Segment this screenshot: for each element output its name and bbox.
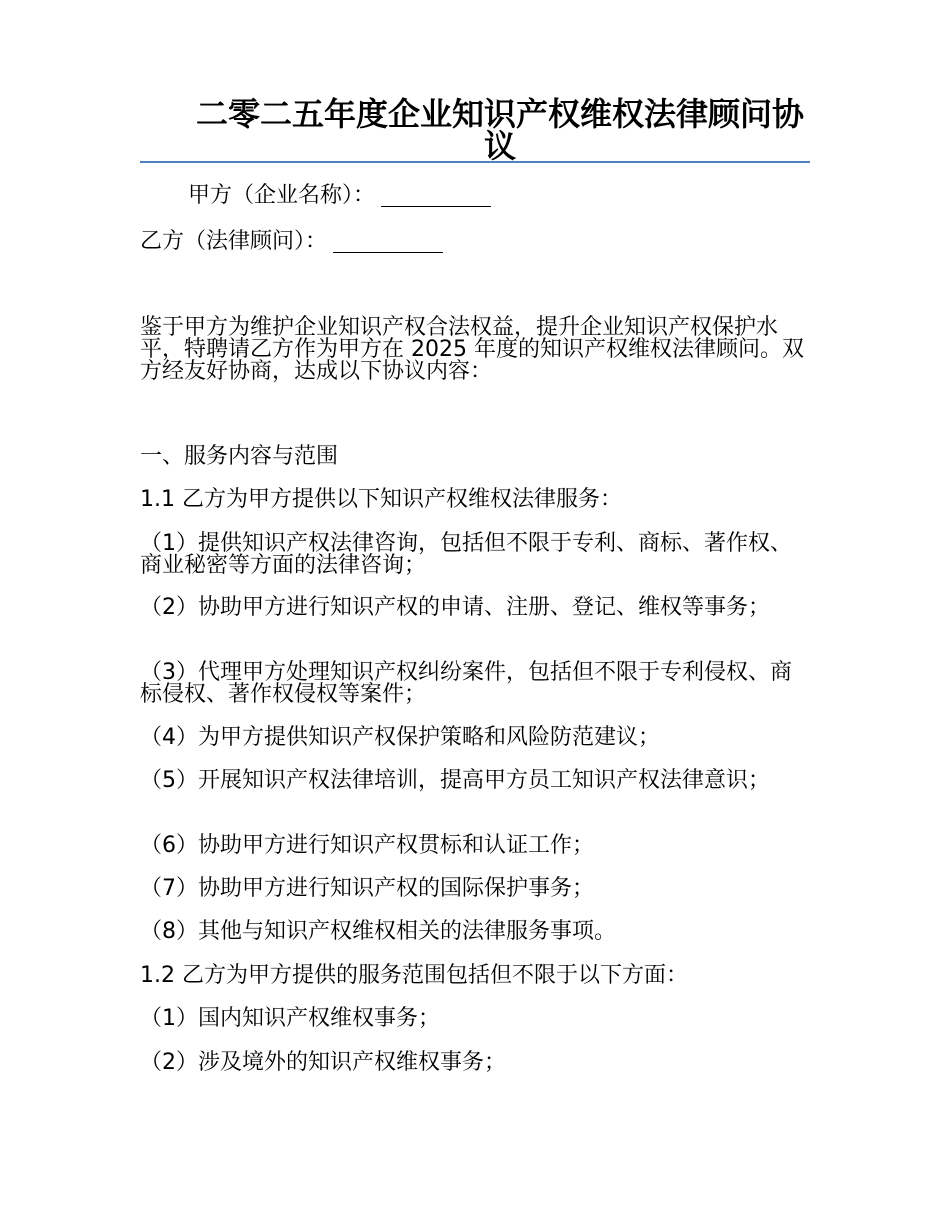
- list-item: （4）为甲方提供知识产权保护策略和风险防范建议；: [140, 725, 660, 750]
- list-item: （7）协助甲方进行知识产权的国际保护事务；: [140, 876, 594, 901]
- list-item: （8）其他与知识产权维权相关的法律服务事项。: [140, 919, 616, 944]
- preamble-paragraph: 鉴于甲方为维护企业知识产权合法权益，提升企业知识产权保护水平，特聘请乙方作为甲方在 2025 年度的知识产权维权法律顾问。双方经友好协商，达成以下协议内容：: [140, 315, 804, 384]
- list-item: （3）代理甲方处理知识产权纠纷案件，包括但不限于专利侵权、商标侵权、著作权侵权等案件；: [140, 660, 792, 707]
- party-b-line: [140, 230, 810, 253]
- party-a-line: [188, 184, 858, 207]
- party-b-blank: [333, 230, 443, 253]
- party-a-label: 甲方（企业名称）：: [188, 183, 376, 208]
- list-item: （2）协助甲方进行知识产权的申请、注册、登记、维权等事务；: [140, 595, 770, 620]
- clause-1-1: 1.1 乙方为甲方提供以下知识产权维权法律服务：: [140, 487, 622, 512]
- document-title: 二零二五年度企业知识产权维权法律顾问协议: [195, 95, 804, 165]
- list-item: （1）提供知识产权法律咨询，包括但不限于专利、商标、著作权、商业秘密等方面的法律咨询；: [140, 531, 792, 578]
- list-item: （1）国内知识产权维权事务；: [140, 1006, 440, 1031]
- list-item: （5）开展知识产权法律培训，提高甲方员工知识产权法律意识；: [140, 768, 770, 793]
- party-a-blank: [381, 184, 491, 207]
- list-item: （2）涉及境外的知识产权维权事务；: [140, 1050, 506, 1075]
- section-1-heading: 一、服务内容与范围: [140, 444, 339, 469]
- list-item: （6）协助甲方进行知识产权贯标和认证工作；: [140, 833, 594, 858]
- clause-1-2: 1.2 乙方为甲方提供的服务范围包括但不限于以下方面：: [140, 963, 688, 988]
- title-divider: [140, 161, 810, 163]
- party-b-label: 乙方（法律顾问）：: [140, 229, 328, 254]
